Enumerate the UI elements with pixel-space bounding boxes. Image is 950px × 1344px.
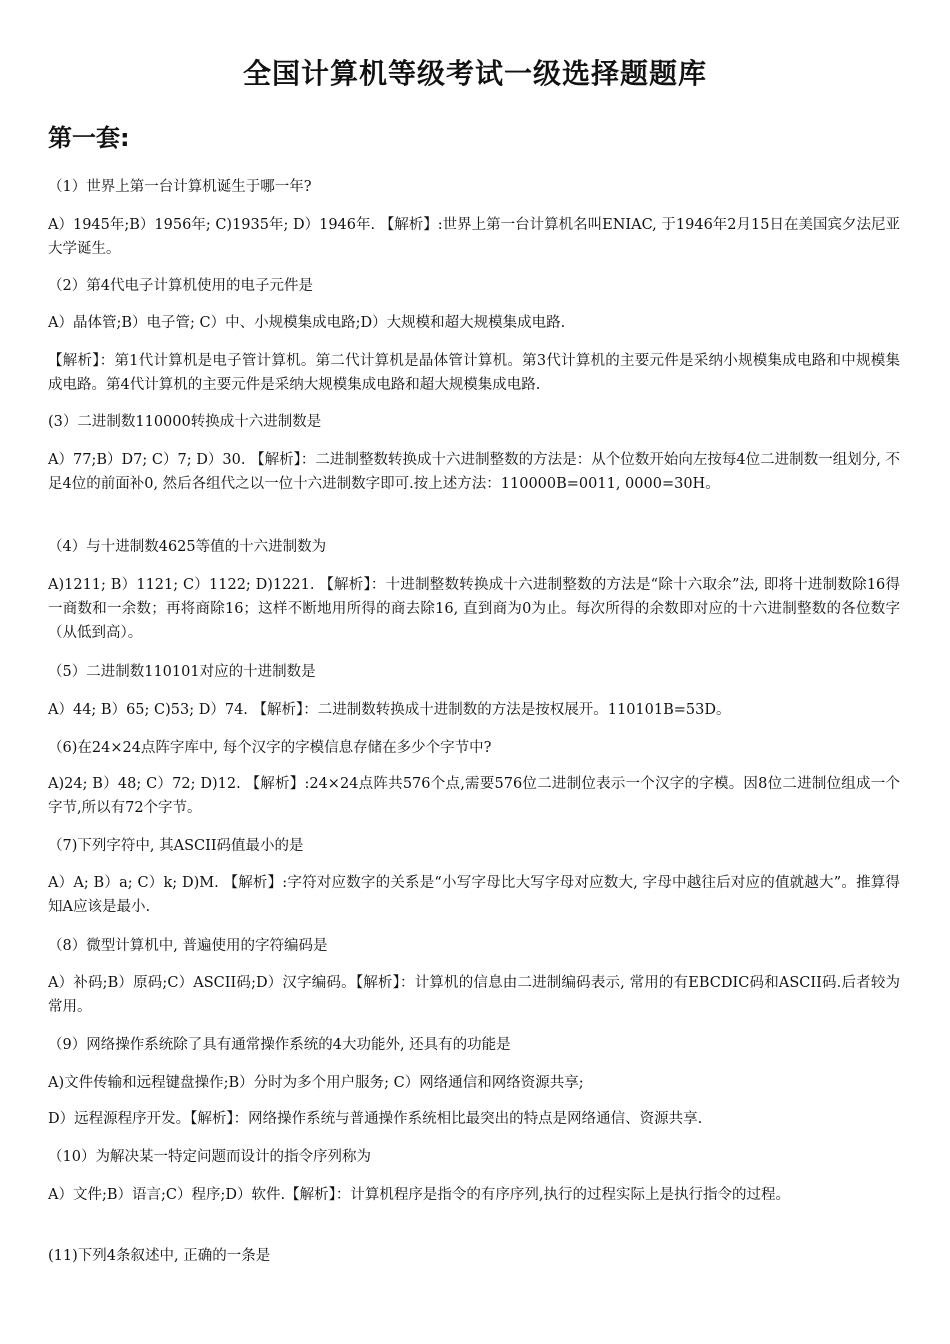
answer-9-options: A)文件传输和远程键盘操作;B）分时为多个用户服务; C）网络通信和网络资源共享; [48, 1075, 584, 1091]
explanation-2: 【解析】：第1代计算机是电子管计算机。第二代计算机是晶体管计算机。第3代计算机的主要元件是采纳小规模集成电路和中规模集成电路。第4代计算机的主要元件是采纳大规模集成电路和超大规模集成电路. [48, 353, 900, 393]
section-heading: 第一套: [48, 124, 130, 152]
document-title: 全国计算机等级考试一级选择题题库 [242, 57, 707, 90]
answer-5: A）44; B）65; C)53; D）74. 【解析】：二进制数转换成十进制数的方法是按权展开。110101B=53D。 [48, 702, 731, 718]
question-5: （5）二进制数110101对应的十进制数是 [48, 664, 316, 680]
question-8: （8）微型计算机中, 普遍使用的字符编码是 [48, 938, 328, 954]
question-4: （4）与十进制数4625等值的十六进制数为 [48, 539, 327, 555]
question-10: （10）为解决某一特定问题而设计的指令序列称为 [48, 1149, 371, 1165]
question-3: (3）二进制数110000转换成十六进制数是 [48, 414, 322, 430]
answer-10: A）文件;B）语言;C）程序;D）软件.【解析】：计算机程序是指令的有序序列,执行的过程实际上是执行指令的过程。 [48, 1187, 790, 1203]
answer-4: A)1211; B）1121; C）1122; D)1221. 【解析】：十进制整数转换成十六进制整数的方法是“除十六取余”法, 即将十进制数除16得一商数和一余数；再将商除16；这样不断地用所得的商去除16, 直到商为0为止。每次所得的余数即对应的十六进制整数的各位数字（从低到高）。 [48, 577, 900, 641]
answer-7: A）A; B）a; C）k; D)M. 【解析】:字符对应数字的关系是“小写字母比大写字母对应数大, 字母中越往后对应的值就越大”。推算得知A应该是最小. [48, 875, 900, 915]
answer-9-explanation: D）远程源程序开发。【解析】：网络操作系统与普通操作系统相比最突出的特点是网络通信、资源共享. [48, 1111, 703, 1127]
question-11: (11)下列4条叙述中, 正确的一条是 [48, 1248, 271, 1264]
question-2: （2）第4代电子计算机使用的电子元件是 [48, 278, 313, 294]
question-6: （6)在24×24点阵字库中, 每个汉字的字模信息存储在多少个字节中? [48, 740, 492, 756]
question-7: （7)下列字符中, 其ASCII码值最小的是 [48, 838, 304, 854]
question-9: （9）网络操作系统除了具有通常操作系统的4大功能外, 还具有的功能是 [48, 1037, 511, 1053]
answer-1: A）1945年;B）1956年; C)1935年; D）1946年. 【解析】:世界上第一台计算机名叫ENIAC, 于1946年2月15日在美国宾夕法尼亚大学诞生。 [48, 217, 900, 257]
question-1: （1）世界上第一台计算机诞生于哪一年? [48, 179, 312, 195]
answer-6: A)24; B）48; C）72; D)12. 【解析】:24×24点阵共576个点,需要576位二进制位表示一个汉字的字模。因8位二进制位组成一个字节,所以有72个字节。 [48, 776, 900, 816]
answer-8: A）补码;B）原码;C）ASCII码;D）汉字编码。【解析】：计算机的信息由二进制编码表示, 常用的有EBCDIC码和ASCII码.后者较为常用。 [48, 975, 900, 1015]
answer-3: A）77;B）D7; C）7; D）30. 【解析】：二进制整数转换成十六进制整数的方法是：从个位数开始向左按每4位二进制数一组划分, 不足4位的前面补0, 然后各组代之以一位十六进制数字即可.按上述方法：110000B=0011, 0000=30H。 [48, 452, 900, 492]
answer-2: A）晶体管;B）电子管; C）中、小规模集成电路;D）大规模和超大规模集成电路. [48, 315, 566, 331]
